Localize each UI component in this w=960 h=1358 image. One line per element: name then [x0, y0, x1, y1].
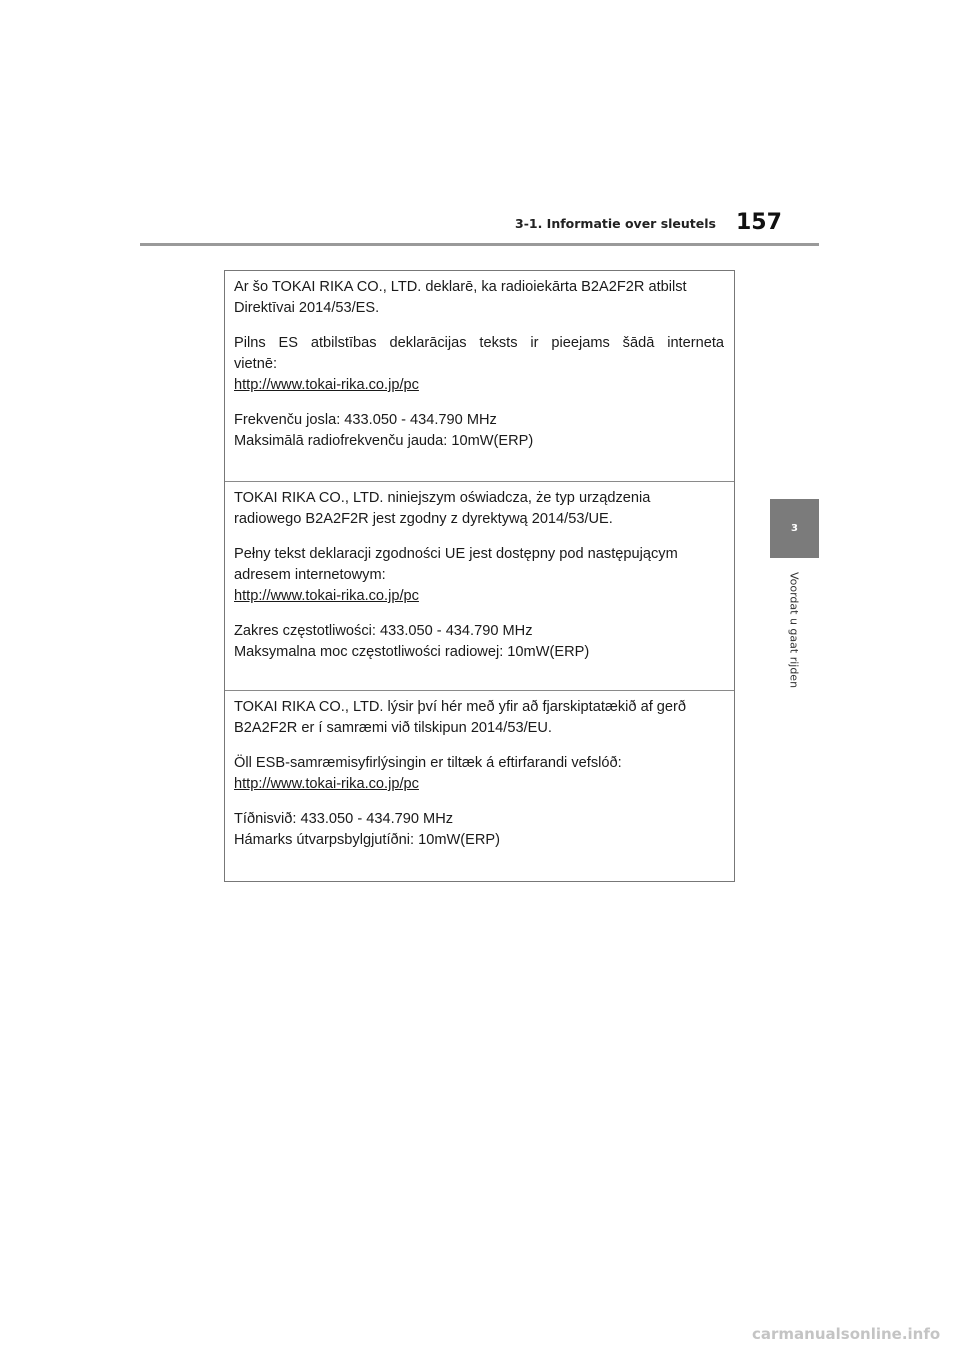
declaration-link[interactable]: http://www.tokai-rika.co.jp/pc	[234, 377, 419, 393]
chapter-side-label: Voordat u gaat rijden	[787, 571, 801, 689]
declaration-text: B2A2F2R er í samræmi við tilskipun 2014/53/EU.	[234, 720, 552, 736]
declaration-text: adresem internetowym:	[234, 567, 386, 583]
chapter-tab-number: 3	[791, 523, 798, 534]
declaration-link[interactable]: http://www.tokai-rika.co.jp/pc	[234, 588, 419, 604]
declaration-text: Pełny tekst deklaracji zgodności UE jest dostępny pod następującym	[234, 546, 678, 562]
declaration-text: Pilns ES atbilstības deklarācijas teksts ir pieejams šādā interneta	[234, 335, 724, 351]
declarations-frame	[224, 270, 735, 882]
declaration-text: Öll ESB-samræmisyfirlýsingin er tiltæk á eftirfarandi vefslóð:	[234, 755, 622, 771]
declaration-text: Ar šo TOKAI RIKA CO., LTD. deklarē, ka radioiekārta B2A2F2R atbilst	[234, 279, 687, 295]
declaration-polish	[225, 482, 734, 663]
page-number: 157	[736, 210, 782, 235]
frequency-band: Zakres częstotliwości: 433.050 - 434.790 MHz	[234, 623, 533, 639]
declaration-icelandic	[225, 691, 734, 851]
watermark: carmanualsonline.info	[752, 1325, 941, 1343]
frequency-band: Frekvenču josla: 433.050 - 434.790 MHz	[234, 412, 497, 428]
declaration-text: TOKAI RIKA CO., LTD. lýsir því hér með yfir að fjarskiptatækið af gerð	[234, 699, 687, 715]
declaration-text: radiowego B2A2F2R jest zgodny z dyrektywą 2014/53/UE.	[234, 511, 613, 527]
max-power: Maksymalna moc częstotliwości radiowej: 10mW(ERP)	[234, 644, 590, 660]
declaration-link[interactable]: http://www.tokai-rika.co.jp/pc	[234, 776, 419, 792]
max-power: Maksimālā radiofrekvenču jauda: 10mW(ERP)	[234, 433, 534, 449]
header-rule	[140, 243, 819, 246]
declaration-text: Direktīvai 2014/53/ES.	[234, 300, 380, 316]
declaration-latvian	[225, 271, 734, 452]
frequency-band: Tíðnisvið: 433.050 - 434.790 MHz	[234, 811, 454, 827]
section-title: 3-1. Informatie over sleutels	[515, 216, 716, 231]
max-power: Hámarks útvarpsbylgjutíðni: 10mW(ERP)	[234, 832, 501, 848]
chapter-tab[interactable]	[770, 499, 819, 558]
declaration-text: vietnē:	[234, 356, 277, 372]
declaration-text: TOKAI RIKA CO., LTD. niniejszym oświadcza, że typ urządzenia	[234, 490, 651, 506]
